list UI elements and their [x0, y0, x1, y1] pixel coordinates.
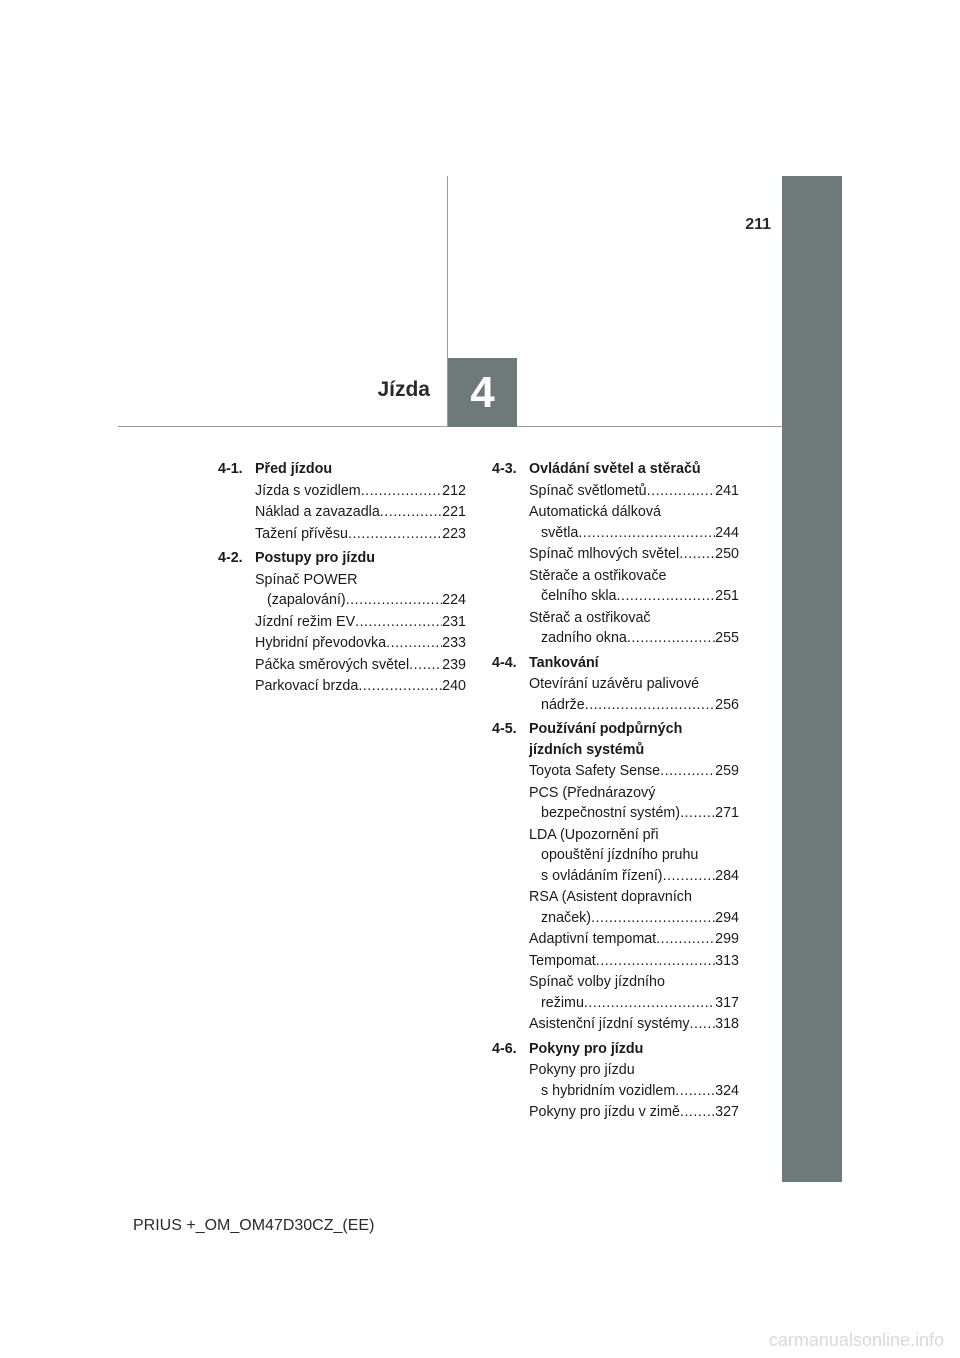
toc-entry-line: [255, 524, 466, 545]
toc-entry-text: nádrže: [541, 696, 585, 713]
toc-entry-text: (zapalování): [267, 592, 346, 608]
toc-entry[interactable]: [529, 674, 739, 715]
toc-section-number: 4-2.: [218, 550, 243, 566]
toc-entry[interactable]: [529, 1102, 739, 1123]
toc-page-number: 256: [715, 696, 739, 713]
toc-page-number: 313: [715, 952, 739, 969]
toc-section-title: Pokyny pro jízdu: [529, 1040, 644, 1057]
toc-leader-dots: [680, 803, 715, 824]
toc-entry-line: [529, 566, 739, 587]
toc-leader-dots: [690, 1014, 716, 1035]
toc-entry-text: Náklad a zavazadla: [255, 504, 380, 520]
document-footer: PRIUS +_OM_OM47D30CZ_(EE): [133, 1217, 375, 1234]
toc-entry-text: čelního skla: [541, 588, 617, 604]
toc-section-number: 4-4.: [492, 654, 517, 671]
toc-entry-line: [529, 481, 739, 502]
toc-entry[interactable]: [529, 1060, 739, 1101]
toc-entry-text: Hybridní převodovka: [255, 635, 387, 651]
toc-entry-text: Stěrač a ostřikovač: [529, 609, 651, 626]
toc-page-number: 324: [715, 1082, 739, 1099]
toc-entry[interactable]: [529, 951, 739, 972]
toc-page-number: 239: [442, 656, 466, 673]
toc-leader-dots: [355, 612, 442, 633]
toc-entry[interactable]: [529, 502, 739, 543]
toc-entry[interactable]: [529, 566, 739, 607]
toc-leader-dots: [409, 655, 442, 676]
toc-leader-dots: [617, 586, 716, 607]
toc-page-number: 271: [715, 805, 739, 821]
toc-entry-line: [529, 523, 739, 544]
toc-entry[interactable]: [529, 608, 739, 649]
toc-section-title: Tankování: [529, 654, 599, 671]
toc-leader-dots: [361, 481, 442, 502]
toc-entry-line: [255, 590, 466, 611]
toc-entry[interactable]: [255, 612, 466, 633]
toc-leader-dots: [584, 993, 715, 1014]
toc-entry[interactable]: [529, 1014, 739, 1035]
toc-leader-dots: [656, 929, 715, 950]
toc-leader-dots: [348, 524, 442, 545]
toc-entry-line: [529, 972, 739, 993]
toc-entry-text: s ovládáním řízení): [541, 867, 663, 884]
toc-entry-text: zadního okna: [541, 630, 627, 646]
toc-section-heading[interactable]: [492, 1039, 739, 1060]
toc-entry-text: režimu: [541, 994, 584, 1011]
toc-entry-text: Automatická dálková: [529, 504, 661, 520]
toc-entry-text: Páčka směrových světel: [255, 656, 410, 673]
toc-leader-dots: [647, 481, 716, 502]
toc-entry-line: [255, 676, 466, 697]
toc-entry-line: [529, 1060, 739, 1081]
toc-leader-dots: [591, 908, 715, 929]
chapter-side-tab: [782, 176, 842, 1182]
toc-entry-line: [529, 929, 739, 950]
toc-entry-line: [529, 887, 739, 908]
toc-leader-dots: [585, 695, 715, 716]
toc-leader-dots: [627, 628, 715, 649]
toc-entry-line: [529, 825, 739, 846]
toc-entry[interactable]: [255, 676, 466, 697]
toc-section-number: 4-1.: [218, 461, 243, 477]
toc-entry-text: Tempomat: [529, 952, 596, 969]
toc-entry-line: [529, 586, 739, 607]
toc-entry[interactable]: [529, 825, 739, 887]
toc-entry[interactable]: [529, 929, 739, 950]
toc-entry-text: s hybridním vozidlem: [541, 1082, 676, 1099]
toc-section: [492, 653, 739, 716]
toc-entry-line: [529, 845, 739, 866]
toc-leader-dots: [596, 951, 715, 972]
toc-page-number: 240: [442, 678, 466, 694]
page-number: 211: [745, 216, 771, 233]
toc-section: [492, 1039, 739, 1123]
toc-entry[interactable]: [529, 544, 739, 565]
toc-leader-dots: [578, 523, 715, 544]
toc-entry-text: značek): [541, 909, 592, 926]
toc-leader-dots: [680, 1102, 715, 1123]
toc-section: [218, 548, 466, 697]
toc-entry-line: [529, 866, 739, 887]
toc-entry-text: Spínač volby jízdního: [529, 974, 665, 990]
toc-section-number: 4-3.: [492, 461, 517, 477]
toc-entry-text: Pokyny pro jízdu v zimě: [529, 1104, 680, 1120]
toc-entry-text: opouštění jízdního pruhu: [541, 847, 699, 863]
toc-section-heading[interactable]: [492, 653, 739, 674]
toc-entry-line: [529, 674, 739, 695]
toc-entry[interactable]: [255, 481, 466, 502]
toc-entry[interactable]: [255, 655, 466, 676]
toc-section: [218, 459, 466, 544]
toc-leader-dots: [679, 544, 715, 565]
toc-entry-text: Toyota Safety Sense: [529, 763, 661, 779]
toc-entry-text: PCS (Přednárazový: [529, 784, 656, 801]
toc-leader-dots: [663, 866, 716, 887]
toc-leader-dots: [346, 590, 442, 611]
toc-leader-dots: [380, 502, 442, 523]
chapter-number: 4: [470, 367, 495, 417]
toc-entry[interactable]: [529, 783, 739, 824]
toc-page-number: 251: [715, 588, 739, 604]
toc-page-number: 259: [715, 763, 739, 779]
toc-entry-text: Stěrače a ostřikovače: [529, 567, 667, 584]
toc-column-right: [492, 459, 739, 1127]
toc-section: [492, 719, 739, 1035]
toc-entry[interactable]: [255, 570, 466, 611]
toc-section-title: Před jízdou: [255, 461, 333, 477]
toc-column-left: [218, 459, 466, 701]
toc-entry-line: [529, 502, 739, 523]
toc-leader-dots: [660, 761, 715, 782]
toc-section-heading[interactable]: [492, 459, 739, 480]
toc-entry-line: [529, 951, 739, 972]
toc-entry-line: [529, 695, 739, 716]
toc-entry-line: [529, 761, 739, 782]
chapter-number-box: [448, 358, 517, 427]
toc-page-number: 231: [442, 613, 466, 630]
toc-section-number: 4-5.: [492, 721, 517, 737]
toc-entry-line: [529, 628, 739, 649]
toc-entry-text: Tažení přívěsu: [255, 525, 348, 542]
toc-entry-text: bezpečnostní systém): [541, 805, 681, 821]
toc-entry[interactable]: [529, 887, 739, 928]
toc-leader-dots: [386, 633, 442, 654]
toc-leader-dots: [358, 676, 442, 697]
toc-page-number: 241: [715, 482, 739, 499]
toc-section-title: Postupy pro jízdu: [255, 550, 375, 566]
toc-entry-text: Spínač mlhových světel: [529, 546, 680, 562]
toc-entry-text: Parkovací brzda: [255, 678, 359, 694]
toc-entry-text: Jízdní režim EV: [255, 613, 356, 630]
toc-entry-line: [255, 612, 466, 633]
toc-section-heading[interactable]: [218, 548, 466, 569]
toc-entry-line: [255, 502, 466, 523]
toc-entry[interactable]: [255, 524, 466, 545]
toc-page-number: 224: [442, 592, 466, 608]
chapter-title: Jízda: [377, 378, 430, 401]
toc-entry-line: [529, 993, 739, 1014]
toc-page-number: 317: [715, 994, 739, 1011]
toc-page-number: 284: [715, 867, 739, 884]
toc-entry[interactable]: [529, 972, 739, 1013]
toc-section-heading[interactable]: [218, 459, 466, 480]
toc-entry-text: světla: [541, 524, 579, 541]
toc-entry[interactable]: [255, 502, 466, 523]
toc-page-number: 294: [715, 909, 739, 926]
toc-section-number: 4-6.: [492, 1040, 517, 1057]
toc-entry-text: Spínač POWER: [255, 571, 358, 588]
toc-entry-line: [255, 481, 466, 502]
toc-entry-text: Asistenční jízdní systémy: [529, 1016, 690, 1032]
toc-entry-text: Adaptivní tempomat: [529, 931, 657, 947]
toc-entry-line: [529, 544, 739, 565]
toc-entry-line: [255, 570, 466, 591]
toc-entry-line: [529, 803, 739, 824]
toc-section-title: Používání podpůrných jízdních systémů: [529, 721, 683, 758]
toc-page-number: 318: [715, 1016, 739, 1032]
toc-entry-text: Jízda s vozidlem: [255, 482, 361, 499]
toc-page-number: 223: [442, 525, 466, 542]
toc-page-number: 299: [715, 931, 739, 947]
toc-entry-text: LDA (Upozornění při: [529, 826, 659, 843]
toc-section: [492, 459, 739, 649]
toc-entry-text: Spínač světlometů: [529, 482, 647, 499]
toc-page-number: 327: [715, 1104, 739, 1120]
watermark: carmanualsonline.info: [768, 1330, 944, 1350]
toc-entry-text: Otevírání uzávěru palivové: [529, 676, 700, 692]
toc-entry-line: [529, 1102, 739, 1123]
toc-section-heading[interactable]: [492, 719, 739, 760]
toc-entry-text: Pokyny pro jízdu: [529, 1062, 635, 1078]
toc-page-number: 244: [715, 524, 739, 541]
toc-page-number: 212: [442, 482, 466, 499]
toc-entry-line: [529, 1081, 739, 1102]
toc-entry-line: [529, 1014, 739, 1035]
toc-entry-line: [529, 908, 739, 929]
toc-entry-line: [255, 655, 466, 676]
toc-page-number: 255: [715, 630, 739, 646]
toc-entry[interactable]: [529, 761, 739, 782]
toc-entry[interactable]: [255, 633, 466, 654]
toc-entry-line: [529, 608, 739, 629]
toc-entry-line: [255, 633, 466, 654]
toc-entry-text: RSA (Asistent dopravních: [529, 889, 692, 905]
toc-entry-line: [529, 783, 739, 804]
toc-leader-dots: [675, 1081, 715, 1102]
toc-section-title: Ovládání světel a stěračů: [529, 461, 701, 477]
toc-page-number: 233: [442, 635, 466, 651]
toc-entry[interactable]: [529, 481, 739, 502]
toc-page-number: 250: [715, 546, 739, 562]
toc-page-number: 221: [442, 504, 466, 520]
